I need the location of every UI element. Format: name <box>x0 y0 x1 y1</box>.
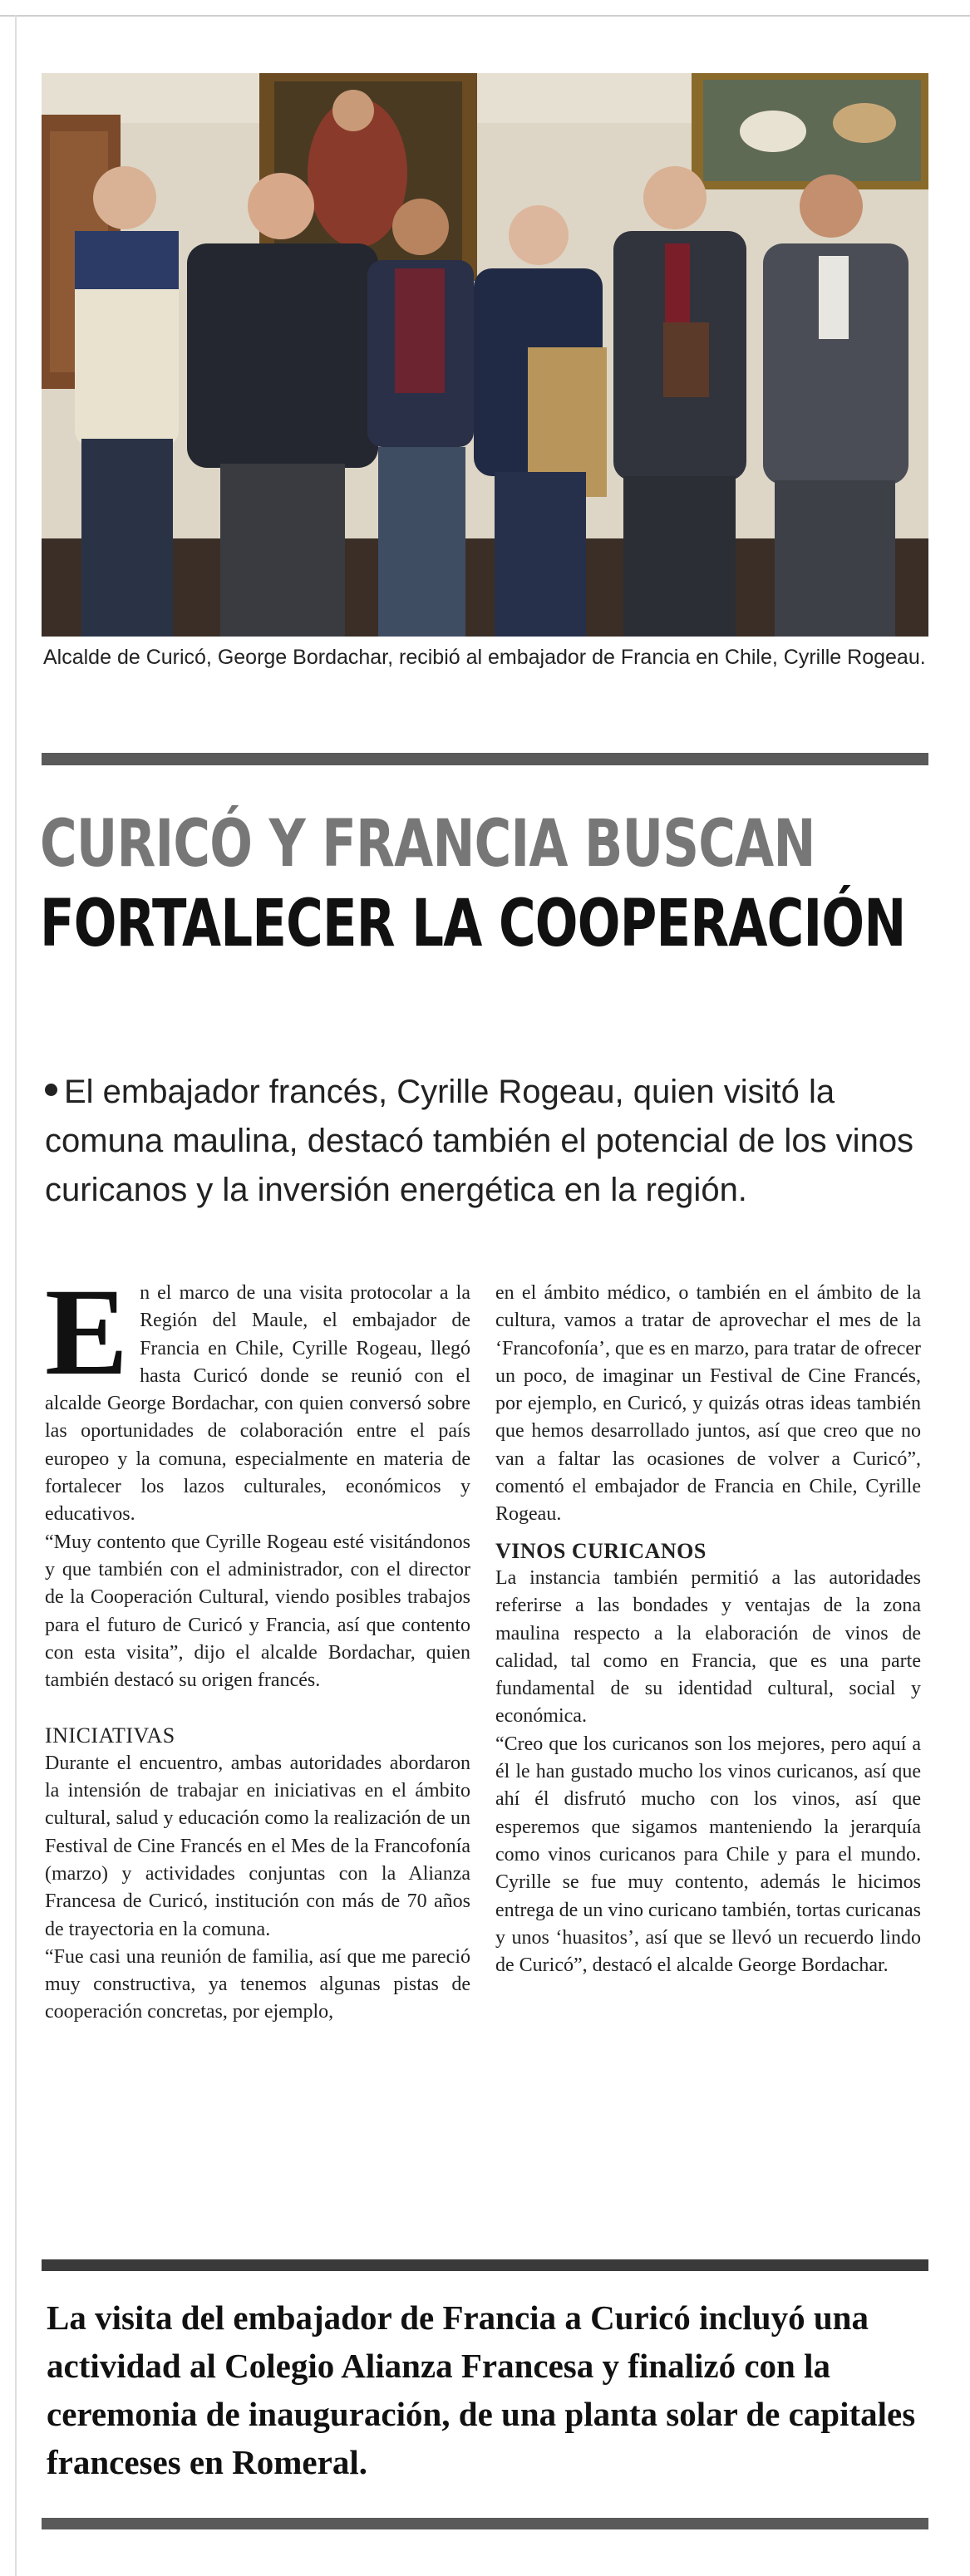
subhead-iniciativas: INICIATIVAS <box>45 1723 175 1748</box>
article-paragraph <box>45 1263 470 1529</box>
bullet-icon <box>45 1084 57 1096</box>
drop-cap: E <box>45 1263 129 1401</box>
article-paragraph: en el ámbito médico, o también en el ámbito de la cultura, vamos a tratar de aprovechar el mes de la ‘Francofonía’, que es en marzo, para tratar de ofrecer un poco, de imaginar un Festival de Cine Francés, por ejemplo, en Curicó, y quizás otras ideas también que hemos desarrollado juntos, así que creo que no van a faltar las ocasiones de volver a Curicó”, comentó el embajador de Francia en Chile, Cyrille Rogeau. <box>495 1282 921 1526</box>
article-headline <box>40 804 906 964</box>
paragraph-spacer <box>495 1529 921 1537</box>
section-divider-middle <box>42 2259 928 2271</box>
article-paragraph: Durante el encuentro, ambas autoridades abordaron la intensión de trabajar en iniciativas en el ámbito cultural, salud y educación como la realización de un Festival de Cine Francés en el Mes de la Francofonía (marzo) y actividades conjuntas con la Alianza Francesa de Curicó, institución con más de 70 años de trayectoria en la comuna. <box>45 1752 470 1940</box>
paragraph-spacer <box>45 1694 470 1722</box>
subhead-vinos-curicanos: VINOS CURICANOS <box>495 1538 707 1563</box>
lead-text: El embajador francés, Cyrille Rogeau, quien visitó la comuna maulina, destacó también el potencial de los vinos curicanos y la inversión energética en la región. <box>45 1074 914 1208</box>
page-top-border <box>0 15 970 17</box>
highlight-box: La visita del embajador de Francia a Curicó incluyó una actividad al Colegio Alianza Francesa y finalizó con la ceremonia de inauguración, de una planta solar de capitales franceses en Romeral. <box>47 2298 916 2481</box>
article-photo <box>42 73 928 637</box>
page-left-border <box>15 15 17 2576</box>
headline-line-1: CURICÓ Y FRANCIA BUSCAN <box>40 807 815 882</box>
article-column-left <box>45 1263 470 2027</box>
paragraph-text: n el marco de una visita protocolar a la Región del Maule, el embajador de Francia en Chile, Cyrille Rogeau, llegó hasta Curicó donde se reunió con el alcalde George Bordachar, con quien conversó sobre las oportunidades de colaboración entre el país europeo y la comuna, especialmente en materia de fortalecer los lazos culturales, económicos y educativos. <box>45 1282 470 1526</box>
photo-illustration <box>42 73 928 637</box>
headline-line-2: FORTALECER LA COOPERACIÓN <box>40 887 906 961</box>
section-divider-bottom <box>42 2518 928 2529</box>
article-paragraph: “Creo que los curicanos son los mejores, pero aquí a él le han gustado mucho los vinos curicanos, así que ahí él disfrutó mucho con los vinos, así que esperemos que sigamos manteniendo la jerarquía como vinos curicanos para Chile y para el mundo. Cyrille se fue muy contento, además le hicimos entrega de un vino curicano también, tortas curicanas y unos ‘huasitos’, así que se llevó un recuerdo lindo de Curicó”, destacó el alcalde George Bordachar. <box>495 1733 921 1977</box>
article-column-right <box>495 1280 921 1979</box>
section-divider-top <box>42 753 928 765</box>
photo-caption: Alcalde de Curicó, George Bordachar, recibió al embajador de Francia en Chile, Cyrille Rogeau. <box>43 646 926 669</box>
article-paragraph: “Fue casi una reunión de familia, así que me pareció muy constructiva, ya tenemos algunas pistas de cooperación concretas, por ejemplo, <box>45 1945 470 2023</box>
article-paragraph: La instancia también permitió a las autoridades referirse a las bondades y ventajas de la zona maulina respecto a la elaboración de vinos de calidad, tal como en Francia, que es una parte fundamental de su identidad cultural, social y económica. <box>495 1566 921 1728</box>
article-lead <box>45 1068 926 1215</box>
article-paragraph: “Muy contento que Cyrille Rogeau esté visitándonos y que también con el administrador, con el director de la Cooperación Cultural, viendo posibles trabajos para el futuro de Curicó y Francia, así que contento con esta visita”, dijo el alcalde Bordachar, quien también destacó su origen francés. <box>45 1531 470 1692</box>
